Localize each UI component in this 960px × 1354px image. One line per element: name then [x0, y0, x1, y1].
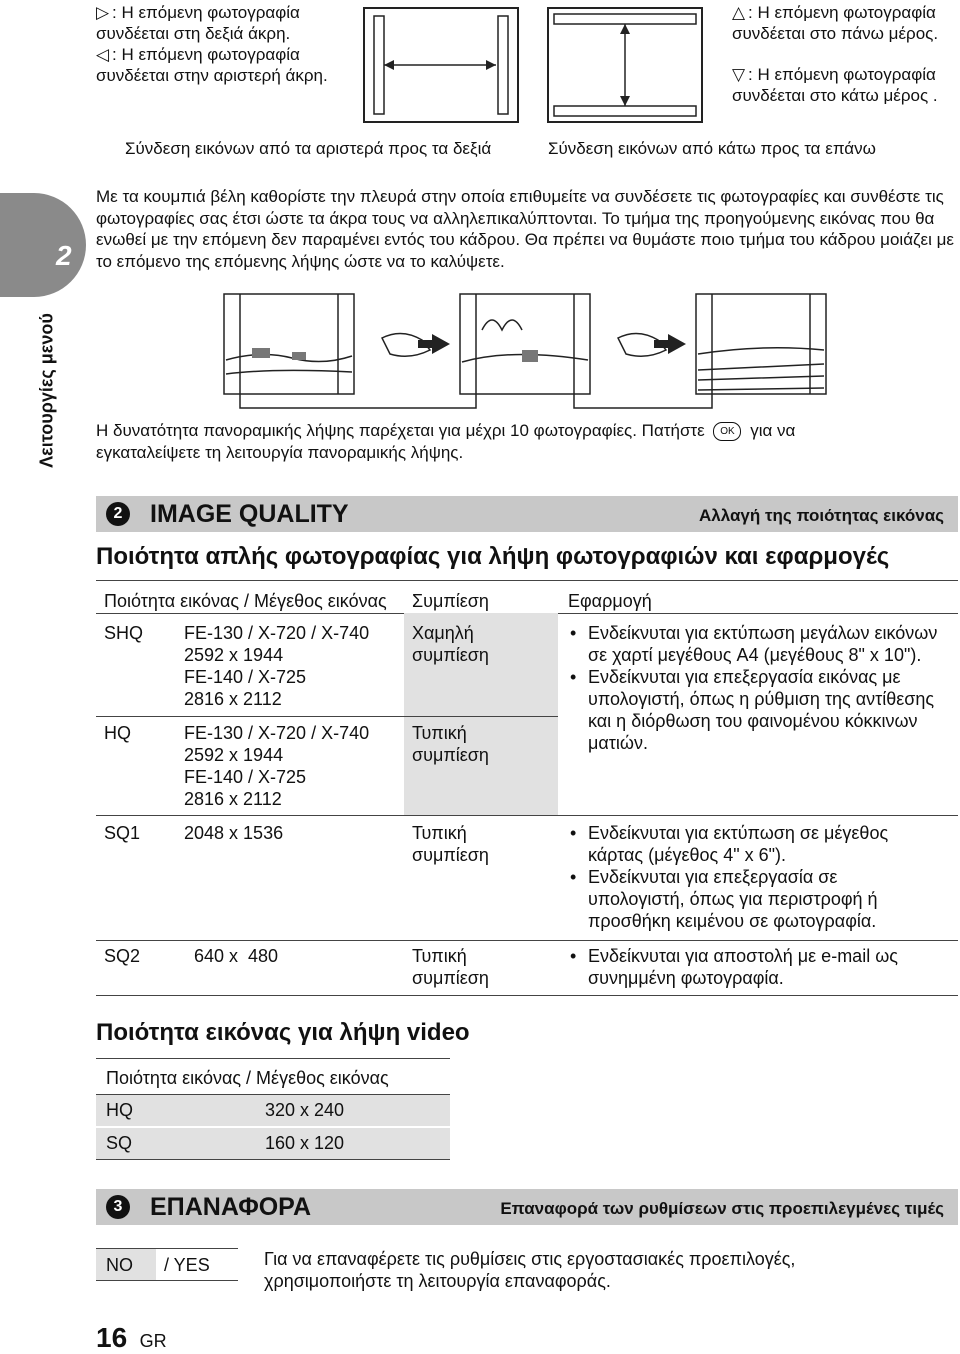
panorama-illustration — [222, 290, 858, 420]
up-direction-label: Η επόμενη φωτογραφία συνδέεται στο πάνω μέρος. — [732, 3, 939, 43]
table-rule — [96, 580, 958, 581]
table-rule — [96, 716, 558, 717]
compression-line: συμπίεση — [412, 745, 489, 765]
reset-subtitle: Επαναφορά των ρυθμίσεων στις προεπιλεγμένες τιμές — [500, 1199, 944, 1218]
panorama-instructions: Με τα κουμπιά βέλη καθορίστε την πλευρά στην οποία επιθυμείτε να συνδέσετε τις φωτογραφίες και συνθέστε τις φωτογραφίες σας έτσι ώστε τα άκρα τους να αλληλεπικαλύπτονται. Το τμήμα της προηγούμενης εικόνας που θα ενωθεί με την επόμενη δεν παραμένει εντός του κάδρου. Θα πρέπει να θυμάστε ποιο τμήμα του κάδρου μοιάζει με το επόμενο της επόμενης λήψης ώστε να το καλύψετε. — [96, 187, 954, 271]
language-code: GR — [139, 1331, 167, 1351]
triangle-left-icon: ◁ — [96, 45, 110, 64]
left-right-diagram — [362, 6, 520, 124]
chapter-label-text: Λειτουργίες μενού — [36, 313, 57, 468]
size-line: 2048 x 1536 — [184, 823, 284, 843]
triangle-down-icon: ▽ — [732, 65, 746, 84]
left-direction-label: Η επόμενη φωτογραφία συνδέεται στην αριστερή άκρη. — [96, 45, 328, 85]
table-rule — [96, 1127, 450, 1128]
image-quality-subtitle: Αλλαγή της ποιότητας εικόνας — [698, 506, 944, 525]
quality-mode: HQ — [104, 723, 131, 743]
video-mode: SQ — [106, 1133, 133, 1153]
size-line: FE-140 / X-725 — [184, 667, 307, 687]
left-right-caption: Σύνδεση εικόνων από τα αριστερά προς τα δεξιά — [125, 139, 492, 158]
size-list — [184, 722, 369, 810]
size-line: 2816 x 2112 — [184, 789, 282, 809]
video-quality-heading: Ποιότητα εικόνας για λήψη video — [96, 1019, 470, 1046]
compression-cell — [412, 822, 489, 866]
compression-line: Τυπική — [412, 946, 467, 966]
still-quality-heading: Ποιότητα απλής φωτογραφίας για λήψη φωτογραφιών και εφαρμογές — [96, 543, 890, 570]
table-rule — [96, 815, 958, 816]
size-line: 2816 x 2112 — [184, 689, 282, 709]
image-quality-header — [96, 496, 958, 532]
chapter-number: 2 — [56, 240, 72, 271]
compression-cell — [412, 622, 489, 666]
application-cell-sq1 — [568, 822, 938, 932]
application-cell-sq2 — [568, 945, 948, 989]
reset-header — [96, 1189, 958, 1225]
triangle-up-icon: △ — [732, 3, 746, 22]
table-rule — [96, 1159, 450, 1160]
compression-cell — [412, 945, 489, 989]
application-bullet: • Ενδείκνυται για επεξεργασία σε υπολογιστή, όπως για περιστροφή ή προσθήκη κειμένου σε φωτογραφία. — [568, 866, 938, 932]
table-rule — [96, 995, 958, 996]
compression-line: συμπίεση — [412, 845, 489, 865]
video-size: 320 x 240 — [265, 1100, 345, 1120]
ok-button-icon: OK — [713, 422, 741, 441]
right-direction-note: ▷ : Η επόμενη φωτογραφία συνδέεται στη δεξιά άκρη. — [96, 3, 300, 43]
reset-option-no: NO — [106, 1255, 133, 1275]
panorama-note-part-b: για να — [750, 421, 796, 440]
table-rule — [96, 940, 958, 941]
table-rule — [96, 1094, 450, 1095]
panorama-note-part-c: εγκαταλείψετε τη λειτουργία πανοραμικής λήψης. — [96, 443, 464, 462]
reset-option-yes: / YES — [164, 1255, 210, 1275]
page-footer — [96, 1322, 167, 1354]
right-direction-label: Η επόμενη φωτογραφία συνδέεται στη δεξιά άκρη. — [96, 3, 300, 43]
video-size: 160 x 120 — [265, 1133, 345, 1153]
quality-mode: SHQ — [104, 623, 144, 643]
bottom-top-diagram — [546, 6, 704, 124]
panorama-note — [96, 420, 956, 464]
panorama-note-part-a: Η δυνατότητα πανοραμικής λήψης παρέχεται για μέχρι 10 φωτογραφίες. Πατήστε — [96, 421, 705, 440]
page-number: 16 — [96, 1322, 128, 1353]
col-header-quality-size: Ποιότητα εικόνας / Μέγεθος εικόνας — [104, 591, 387, 611]
reset-title: ΕΠΑΝΑΦΟΡΑ — [150, 1193, 312, 1221]
triangle-right-icon: ▷ — [96, 3, 110, 22]
image-quality-title: IMAGE QUALITY — [150, 500, 349, 528]
size-line: FE-140 / X-725 — [184, 767, 307, 787]
down-direction-note: ▽ : Η επόμενη φωτογραφία συνδέεται στο κάτω μέρος . — [732, 65, 938, 105]
compression-line: Τυπική — [412, 823, 467, 843]
size-list — [184, 622, 369, 710]
table-rule — [96, 1248, 238, 1249]
compression-line: συμπίεση — [412, 645, 489, 665]
compression-line: συμπίεση — [412, 968, 489, 988]
reset-description: Για να επαναφέρετε τις ρυθμίσεις στις εργοστασιακές προεπιλογές, χρησιμοποιήστε τη λειτουργία επαναφοράς. — [264, 1249, 796, 1291]
table-row — [104, 822, 140, 844]
application-bullet: • Ενδείκνυται για εκτύπωση μεγάλων εικόνων σε χαρτί μεγέθους A4 (μεγέθους 8" x 10"). — [568, 622, 956, 666]
size-line: 2592 x 1944 — [184, 745, 284, 765]
size-line: 2592 x 1944 — [184, 645, 284, 665]
table-row — [104, 622, 143, 644]
compression-line: Χαμηλή — [412, 623, 474, 643]
application-bullet: • Ενδείκνυται για επεξεργασία εικόνας με υπολογιστή, όπως η ρύθμιση της αντίθεσης και η διόρθωση του φαινομένου κόκκινων ματιών. — [568, 666, 956, 754]
size-line: FE-130 / X-720 / X-740 — [184, 723, 370, 743]
chapter-label — [32, 300, 62, 490]
compression-cell — [412, 722, 489, 766]
table-rule — [96, 1280, 238, 1281]
up-direction-note: △ : Η επόμενη φωτογραφία συνδέεται στο πάνω μέρος. — [732, 3, 939, 43]
compression-line: Τυπική — [412, 723, 467, 743]
video-mode: HQ — [106, 1100, 133, 1120]
col-header-application: Εφαρμογή — [568, 591, 652, 611]
left-direction-note: ◁ : Η επόμενη φωτογραφία συνδέεται στην αριστερή άκρη. — [96, 45, 328, 85]
section-number-badge: 3 — [106, 1195, 130, 1219]
application-bullet: • Ενδείκνυται για αποστολή με e-mail ως συνημμένη φωτογραφία. — [568, 945, 948, 989]
col-header-compression: Συμπίεση — [412, 591, 489, 611]
application-cell-shq-hq — [568, 622, 956, 754]
table-row — [104, 722, 131, 744]
table-rule — [96, 1058, 450, 1059]
chapter-tab — [0, 193, 86, 297]
table-row — [104, 945, 140, 967]
size-line: 640 x 480 — [194, 946, 279, 966]
section-number-badge: 2 — [106, 502, 130, 526]
application-bullet: • Ενδείκνυται για εκτύπωση σε μέγεθος κάρτας (μέγεθος 4" x 6"). — [568, 822, 938, 866]
quality-mode: SQ2 — [104, 946, 141, 966]
quality-mode: SQ1 — [104, 823, 141, 843]
video-col-header: Ποιότητα εικόνας / Μέγεθος εικόνας — [106, 1068, 389, 1088]
bottom-top-caption: Σύνδεση εικόνων από κάτω προς τα επάνω — [548, 139, 876, 158]
down-direction-label: Η επόμενη φωτογραφία συνδέεται στο κάτω μέρος . — [732, 65, 938, 105]
size-line: FE-130 / X-720 / X-740 — [184, 623, 370, 643]
